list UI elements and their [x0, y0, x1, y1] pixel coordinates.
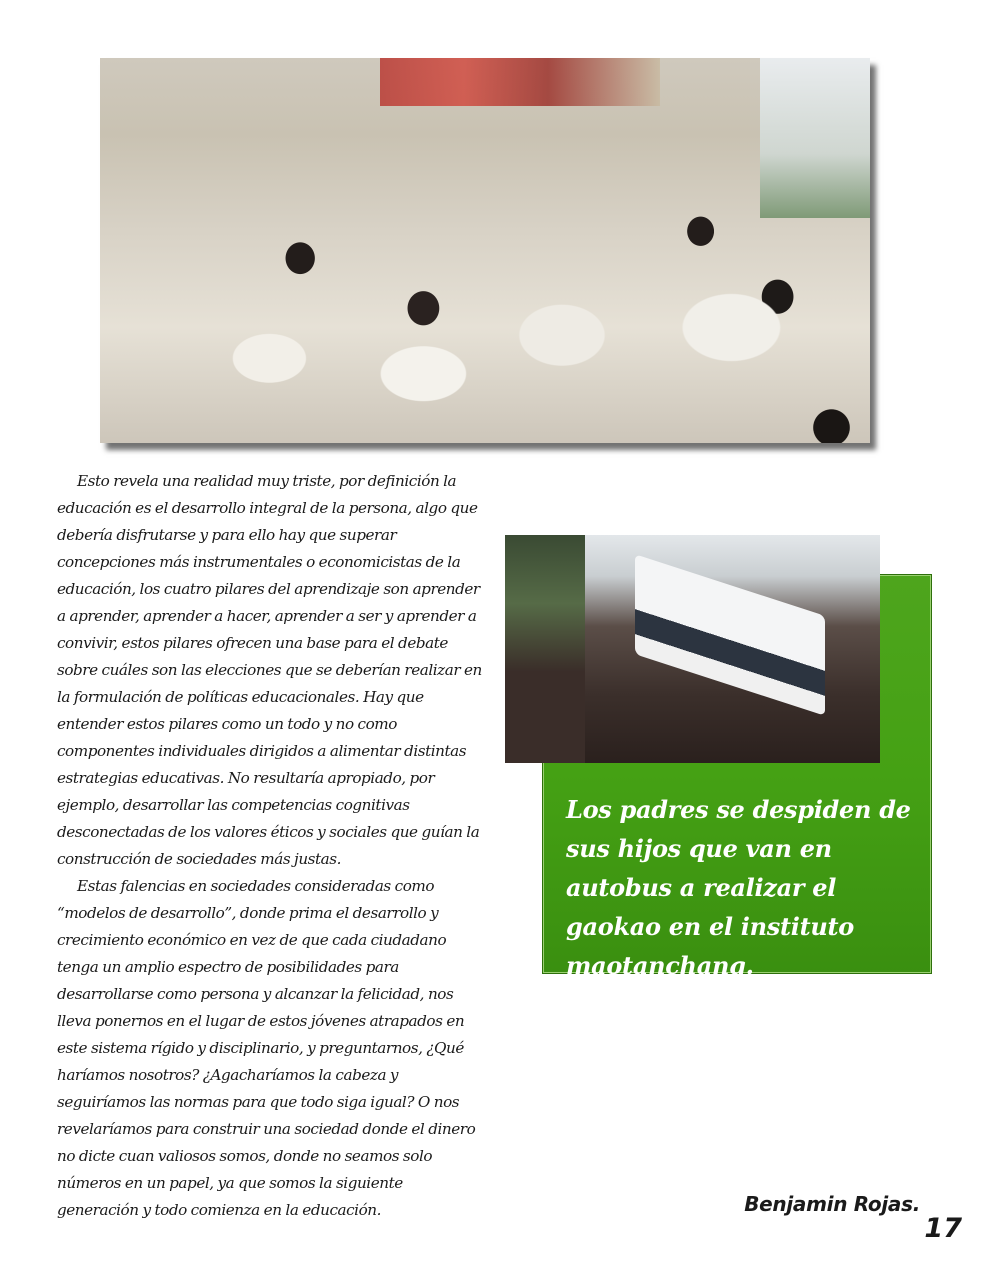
author-name: Benjamin Rojas.: [744, 1192, 920, 1216]
paragraph-1: Esto revela una realidad muy triste, por definición la educación es el desarrollo integral de la persona, algo que debería disfrutarse y para ello hay que superar concepciones más instrumentales o economicistas de la educación, los cuatro pilares del aprendizaje son aprender a aprender, aprender a hacer, aprender a ser y aprender a convivir, estos pilares ofrecen una base para el debate sobre cuáles son las elecciones que se deberían realizar en la formulación de políticas educacionales. Hay que entender estos pilares como un todo y no como componentes individuales dirigidos a alimentar distintas estrategias educativas. No resultaría apropiado, por ejemplo, desarrollar las competencias cognitivas desconectadas de los valores éticos y sociales que guían la construcción de sociedades más justas.: [57, 472, 482, 868]
page-number: 17: [924, 1213, 962, 1244]
students-classroom-photo: [100, 58, 870, 443]
paragraph-2: Estas falencias en sociedades consideradas como “modelos de desarrollo”, donde prima el desarrollo y crecimiento económico en vez de que cada ciudadano tenga un amplio espectro de posibilidades para desarrollarse como persona y alcanzar la felicidad, nos lleva ponernos en el lugar de estos jóvenes atrapados en este sistema rígido y disciplinario, y preguntarnos, ¿Qué haríamos nosotros? ¿Agacharíamos la cabeza y seguiríamos las normas para que todo siga igual? O nos revelaríamos para construir una sociedad donde el dinero no dicte cuan valiosos somos, donde no seamos solo números en un papel, ya que somos la siguiente generación y todo comienza en la educación.: [57, 877, 476, 1219]
buses-crowd-photo: [505, 535, 880, 763]
article-body: [57, 468, 487, 1224]
photo-caption: Los padres se despiden de sus hijos que van en autobus a realizar el gaokao en el instituto maotanchang.: [566, 795, 911, 980]
